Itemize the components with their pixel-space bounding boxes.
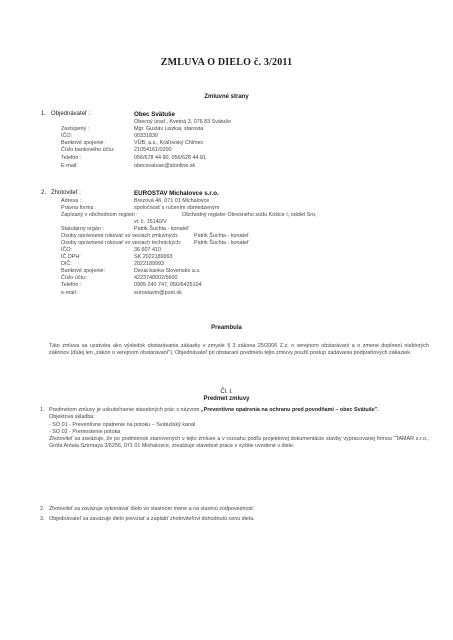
party2-row-value: 2022189993: [134, 261, 164, 267]
party1-row-value: Mgr. Gustáv Liszkai, starosta: [134, 126, 204, 132]
item-line: - SO 02 - Premostenie potoka: [49, 428, 121, 435]
item-number: 1.: [40, 407, 45, 413]
preamble-heading: Preambula: [211, 325, 242, 331]
party1-name: Obec Svätuše: [134, 111, 175, 118]
party1-row-label: IČO:: [61, 133, 73, 139]
party1-row-value: 056/678 44 90, 056/628 44 81: [134, 155, 206, 161]
item-line: Zhotoviteľ sa zaväzuje, že po podmienok stanovených v tejto zmluve a v rozsahu podľa projektovej dokumentácie stavby vypracovanej firmou "TAMAR s.r.o., Grófa Antala Szirmaya 3/6256, 071 01 Michalovce, zrealizuje stavebné práce s vyššie uvedené v diele.: [49, 436, 429, 450]
party2-row-value: vl. č. 15140/V: [134, 219, 167, 225]
party1-row-value: Obecný úrad , Kvetná 3, 076 83 Svätuše: [134, 119, 232, 125]
party2-row-label: Telefón :: [61, 282, 82, 288]
item-line: - SO 01 - Preventívne opatrenie na potoku – Svätušský kanál: [49, 421, 196, 428]
party2-row-label: Bankové spojenie:: [61, 268, 106, 274]
party2-row-label: Statutárny orgán :: [61, 226, 104, 232]
party1-row-value: VÚB, a.s., Kráľovský Chlmec: [134, 140, 204, 146]
party2-row-label: e-mail:: [61, 290, 78, 296]
party2-row-label: Osoby oprávnené rokovať vo veciach technických:: [61, 240, 182, 246]
party2-row-value: Patrik Šuchta - konateľ: [194, 240, 249, 246]
party1-row-value: obecsvatuse@stonline.sk: [134, 163, 196, 169]
article1-heading: Predmet zmluvy: [203, 396, 250, 402]
item-lead: Predmetom zmluvy je uskutočnenie stavebných prác s názvom: [49, 407, 200, 413]
party2-row-label: DIČ:: [61, 261, 72, 267]
party2-row-label: Právna forma :: [61, 205, 97, 211]
party2-role: Zhotoviteľ :: [51, 190, 81, 196]
party1-row-value: 00331830: [134, 133, 158, 139]
party1-row-label: E-mail:: [61, 163, 78, 169]
party2-row-value: Obchodný register Okresného súdu Košice I, oddiel Sro,: [182, 212, 317, 218]
party2-row-value: Brezová 46, 071 01 Michalovce: [134, 198, 210, 204]
party2-row-value: 0905 240 747, 056/6425104: [134, 282, 202, 288]
party1-role: Objednávateľ :: [51, 111, 91, 117]
item-text: [49, 407, 429, 451]
article1-number: Čl. I.: [220, 389, 233, 395]
item-number: 3.: [40, 516, 45, 522]
party1-row-value: 21054161/0200: [134, 147, 172, 153]
party2-name: EUROSTAV Michalovce s.r.o.: [134, 190, 219, 197]
party2-row-label: IČ DPH:: [61, 254, 81, 260]
party1-row-label: Bankové spojenie :: [61, 140, 107, 146]
contract-title: ZMLUVA O DIELO č. 3/2011: [160, 57, 293, 68]
item-number: 2.: [40, 506, 45, 512]
party2-row-value: Patrik Šuchta - konateľ: [134, 226, 189, 232]
item-line: Objektová skladba:: [49, 414, 95, 421]
party2-row-value: eurostavm@post.sk: [134, 290, 182, 296]
preamble-text: Táto zmluva sa uzatvára ako výsledok obstarávania zákazky v zmysle § 3 zákona 25/2006 Z.z. o verejnom obstarávaní a o zmene doplnení niektorých zákonov (ďalej len „zákon o verejnom obstarávaní"). Objednávateľ pri obstaraní predmetu tejto zmluvy použil postup zadávania podprahových zákaziek.: [49, 343, 429, 357]
party2-number: 2.: [41, 190, 47, 196]
party2-row-label: Osoby oprávnené rokovať vo veciach zmluvných:: [61, 233, 179, 239]
item-text: Objednávateľ sa zaväzuje dielo prevziať a zaplatiť zhotoviteľovi dohodnutú cenu diela.: [49, 516, 255, 522]
party2-row-label: IČO:: [61, 247, 73, 253]
parties-heading: Zmluvné strany: [204, 94, 249, 100]
party1-number: 1.: [41, 111, 47, 117]
party2-row-value: 4223748002/5600: [134, 275, 178, 281]
party2-row-label: Číslo účtu:: [61, 275, 87, 281]
party2-row-value: spoločnosť s ručením obmedzeným: [134, 205, 220, 211]
party2-row-label: Zapísaný v obchodnom registri :: [61, 212, 138, 218]
party2-row-label: Adresa :: [61, 198, 82, 204]
party2-row-value: 36 607 410: [134, 247, 161, 253]
party2-row-value: Patrik Šuchta - konateľ: [194, 233, 249, 239]
party2-row-value: Dexia banka Slovensko a.s.: [134, 268, 201, 274]
item-bold-title: „Preventívne opatrenia na ochranu pred povodňami – obec Svätuše".: [200, 407, 379, 413]
party2-row-value: SK 2022189993: [134, 254, 173, 260]
item-text: Zhotoviteľ sa zaväzuje vykonávať dielo vo vlastnom mene a na vlastnú zodpovednosť.: [49, 506, 255, 512]
party1-row-label: Zastúpený :: [61, 126, 90, 132]
party1-row-label: Číslo bankového účtu:: [61, 147, 115, 153]
party1-row-label: Telefón :: [61, 155, 82, 161]
